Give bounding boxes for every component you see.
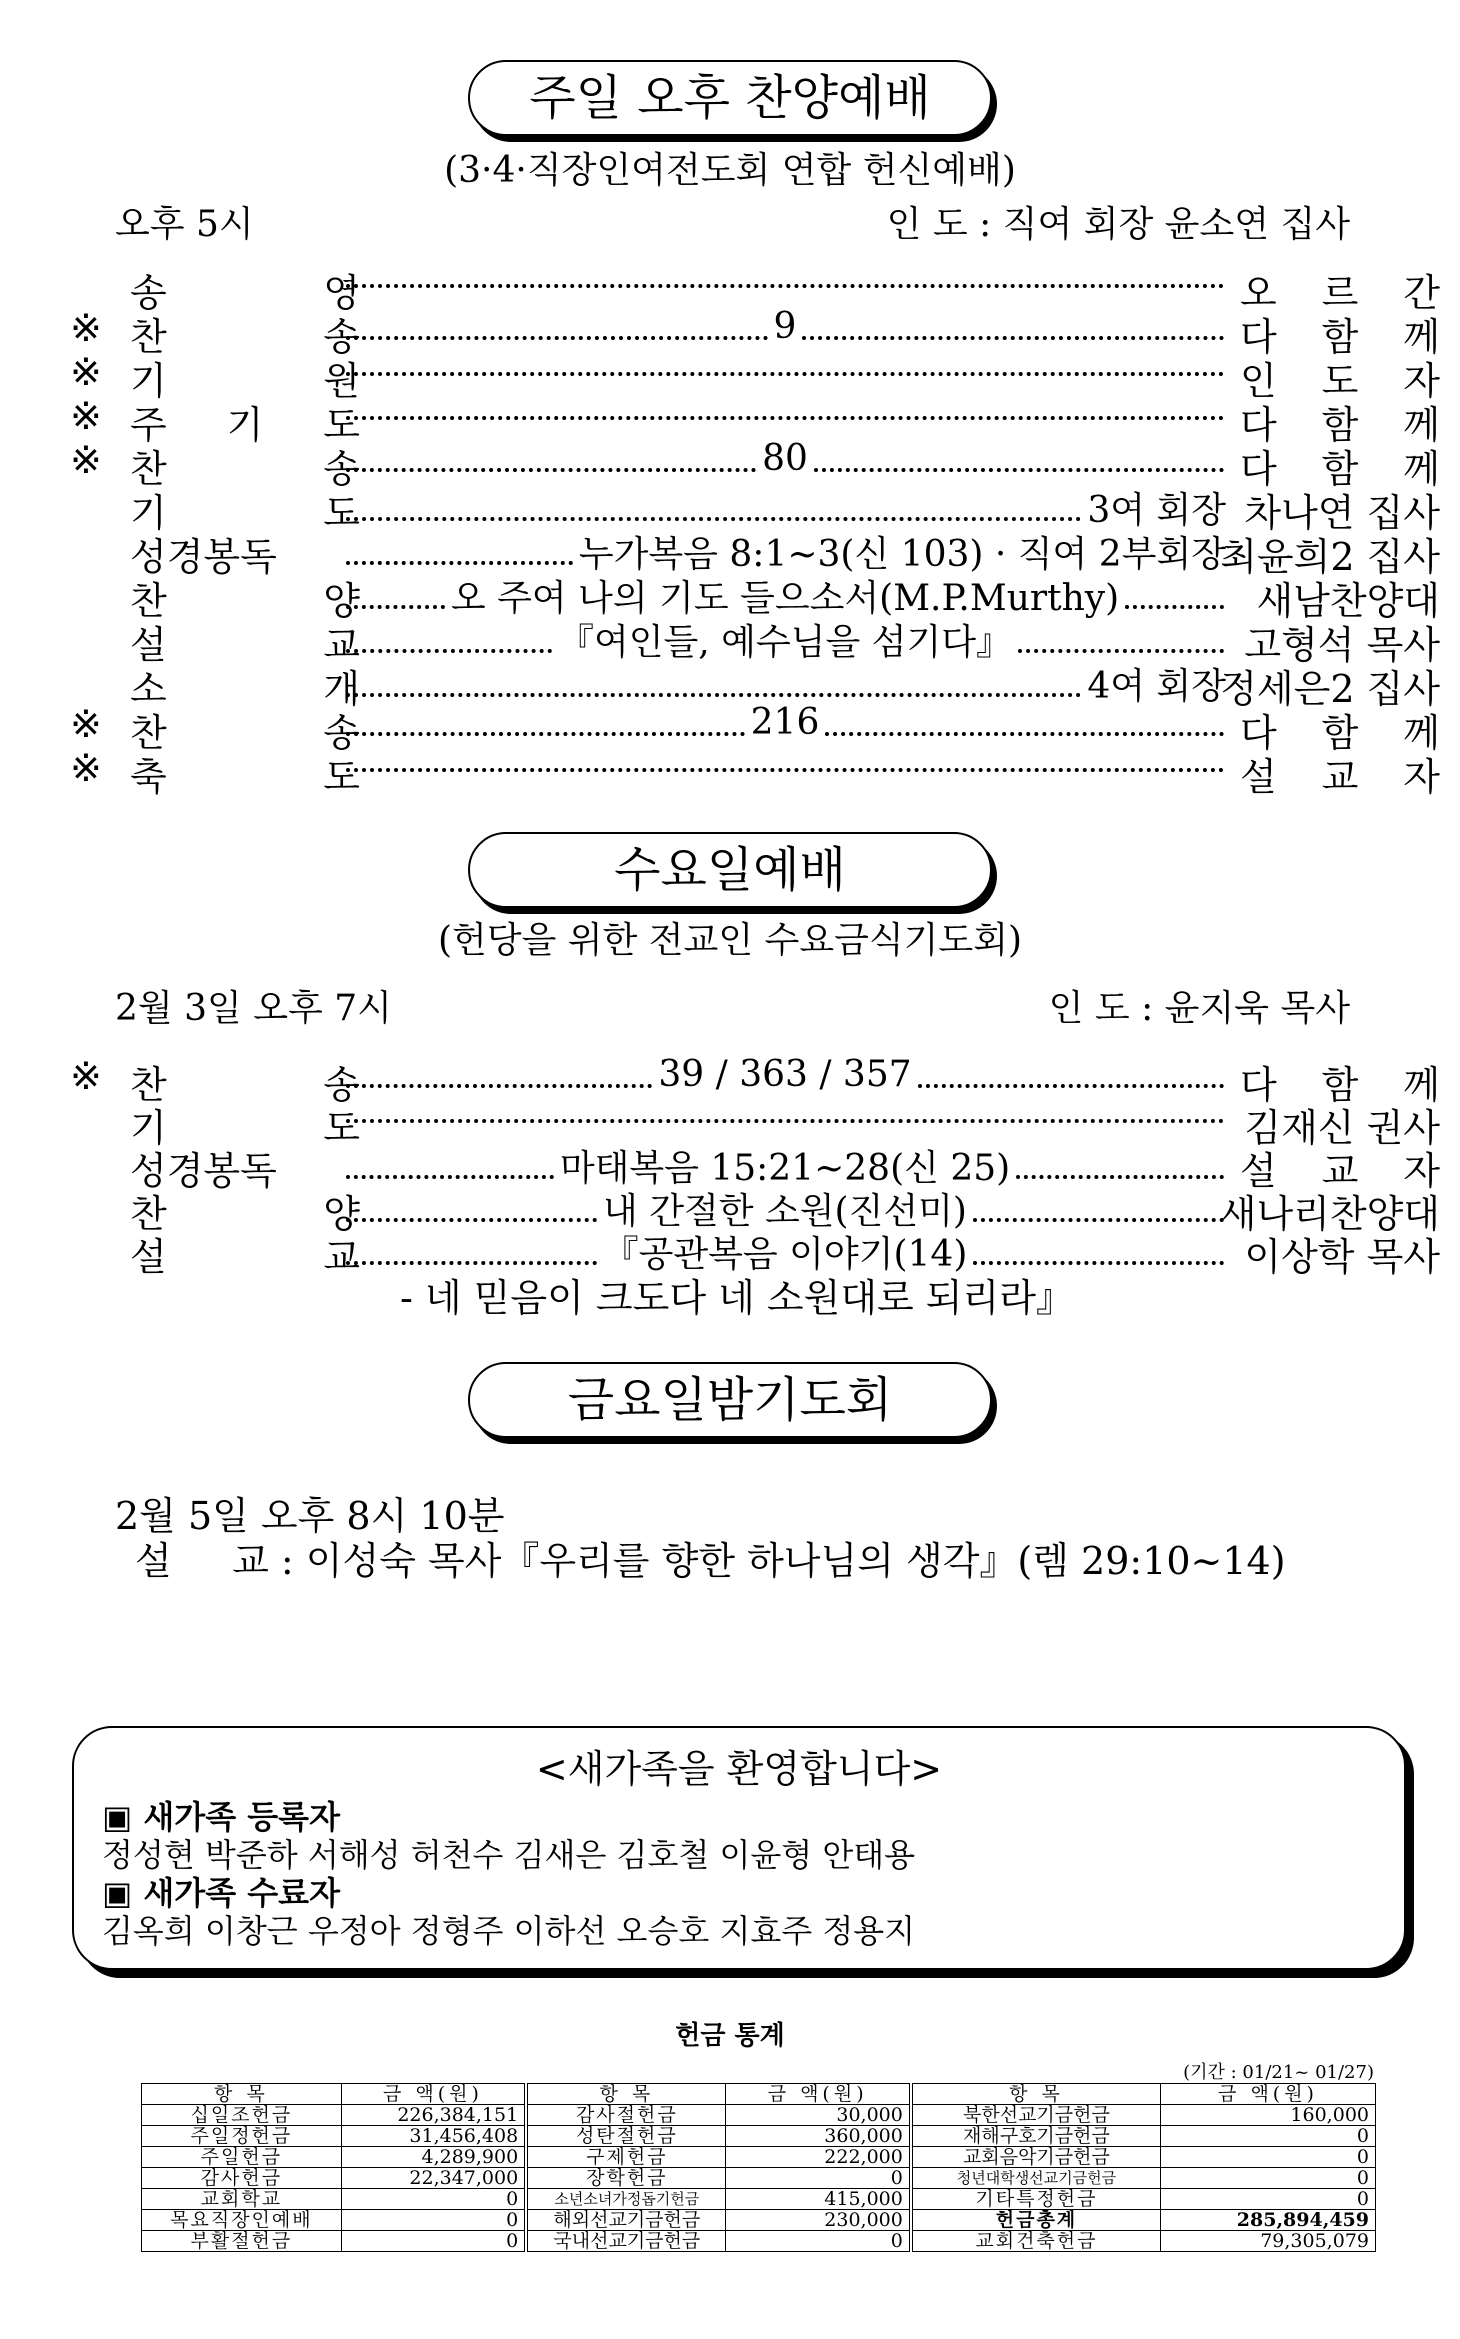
sunday-row (70, 262, 1440, 315)
order-label: 설 교 (130, 1235, 360, 1279)
stand-mark: ※ (70, 746, 102, 790)
offering-item: 교회음악기금헌금 (911, 2147, 1161, 2168)
offering-item: 감사헌금 (142, 2168, 342, 2189)
friday-time: 2월 5일 오후 8시 10분 (115, 1494, 505, 1538)
sunday-title: 주일 오후 찬양예배 (468, 60, 992, 136)
offering-amount: 415,000 (726, 2189, 911, 2210)
order-label: 기 원 (130, 359, 360, 403)
wednesday-row (70, 1226, 1440, 1279)
order-content (340, 438, 1230, 479)
table-row (142, 2126, 1376, 2147)
sunday-row (70, 438, 1440, 491)
order-label: 찬 양 (130, 579, 360, 623)
order-right: 김재신 권사 (1244, 1106, 1440, 1150)
order-right: 새나리찬양대 (1219, 1192, 1440, 1236)
completed-label: ▣ 새가족 수료자 (102, 1874, 340, 1912)
order-content (340, 394, 1230, 420)
wednesday-row (70, 1140, 1440, 1193)
offering-item: 주일정헌금 (142, 2126, 342, 2147)
offering-item: 부활절헌금 (142, 2231, 342, 2252)
order-content-text: 39 / 363 / 357 (658, 1054, 912, 1095)
order-label: 찬 송 (130, 447, 360, 491)
offering-amount: 31,456,408 (341, 2126, 526, 2147)
order-content-text: 누가복음 8:1~3(신 103) · 직여 2부회장 (578, 534, 1226, 575)
order-right: 새남찬양대 (1256, 579, 1440, 623)
offering-item: 소년소녀가정돕기헌금 (526, 2189, 726, 2210)
registered-names: 정성현 박준하 서해성 허천수 김새은 김호철 이윤형 안태용 (102, 1836, 916, 1874)
offering-amount: 226,384,151 (341, 2105, 526, 2126)
sunday-row (70, 658, 1440, 711)
header-item-3: 항 목 (911, 2084, 1161, 2105)
friday-title: 금요일밤기도회 (468, 1362, 992, 1438)
offering-amount: 0 (1161, 2126, 1376, 2147)
header-item-2: 항 목 (526, 2084, 726, 2105)
offering-item: 십일조헌금 (142, 2105, 342, 2126)
sunday-leader: 인 도 : 직여 회장 윤소연 집사 (886, 204, 1350, 245)
offering-header-row (142, 2084, 1376, 2105)
order-label: 주 기 도 (130, 403, 360, 447)
offering-item: 기타특정헌금 (911, 2189, 1161, 2210)
sunday-subtitle: (3·4·직장인여전도회 연합 헌신예배) (444, 150, 1016, 191)
order-label: 소 개 (130, 667, 360, 711)
order-right: 다 함 께 (1240, 315, 1440, 359)
offering-item: 목요직장인예배 (142, 2210, 342, 2231)
offering-amount: 0 (341, 2210, 526, 2231)
offering-item: 청년대학생선교기금헌금 (911, 2168, 1161, 2189)
offering-amount: 79,305,079 (1161, 2231, 1376, 2252)
wednesday-row (70, 1097, 1440, 1150)
table-row (142, 2105, 1376, 2126)
completed-names: 김옥희 이창근 우정아 정형주 이하선 오승호 지효주 정용지 (102, 1912, 916, 1950)
sunday-row (70, 306, 1440, 359)
order-right: 차나연 집사 (1244, 491, 1440, 535)
order-content-text: 내 간절한 소원(진선미) (603, 1191, 967, 1232)
order-label: 송 영 (130, 271, 360, 315)
order-label: 찬 송 (130, 1063, 360, 1107)
stand-mark: ※ (70, 1054, 102, 1098)
order-label: 찬 양 (130, 1192, 360, 1236)
sunday-row (70, 394, 1440, 447)
order-right: 이상학 목사 (1244, 1235, 1440, 1279)
offering-amount: 360,000 (726, 2126, 911, 2147)
offering-item: 감사절헌금 (526, 2105, 726, 2126)
offering-item: 장학헌금 (526, 2168, 726, 2189)
order-label: 찬 송 (130, 315, 360, 359)
header-item-1: 항 목 (142, 2084, 342, 2105)
order-content-text: 4여 회장 (1087, 666, 1226, 707)
offering-item: 해외선교기금헌금 (526, 2210, 726, 2231)
order-label: 기 도 (130, 1106, 360, 1150)
sunday-row (70, 746, 1440, 799)
offering-amount: 285,894,459 (1161, 2210, 1376, 2231)
order-label: 축 도 (130, 755, 360, 799)
order-right: 설 교 자 (1240, 1149, 1440, 1193)
order-right: 다 함 께 (1240, 1063, 1440, 1107)
table-row (142, 2231, 1376, 2252)
offering-item: 교회학교 (142, 2189, 342, 2210)
order-right: 인 도 자 (1240, 359, 1440, 403)
offering-amount: 0 (1161, 2147, 1376, 2168)
order-content-text: 216 (750, 702, 820, 743)
order-right: 다 함 께 (1240, 711, 1440, 755)
order-content (340, 306, 1230, 347)
stand-mark: ※ (70, 306, 102, 350)
offering-amount: 222,000 (726, 2147, 911, 2168)
table-row (142, 2210, 1376, 2231)
offering-item: 재해구호기금헌금 (911, 2126, 1161, 2147)
offering-item: 국내선교기금헌금 (526, 2231, 726, 2252)
offering-item: 북한선교기금헌금 (911, 2105, 1161, 2126)
offering-item: 성탄절헌금 (526, 2126, 726, 2147)
wednesday-title: 수요일예배 (468, 832, 992, 908)
order-content-text: 마태복음 15:21~28(신 25) (559, 1148, 1011, 1189)
offering-item: 헌금총계 (911, 2210, 1161, 2231)
friday-sermon: 설 교 : 이성숙 목사『우리를 향한 하나님의 생각』(렘 29:10~14) (135, 1539, 1286, 1583)
sunday-time: 오후 5시 (115, 204, 254, 245)
offering-amount: 4,289,900 (341, 2147, 526, 2168)
order-label: 설 교 (130, 623, 360, 667)
offering-amount: 0 (1161, 2168, 1376, 2189)
new-family-title: <새가족을 환영합니다> (535, 1747, 943, 1791)
offering-table (141, 2083, 1376, 2252)
offering-item: 구제헌금 (526, 2147, 726, 2168)
order-content-text: 80 (762, 438, 808, 479)
wednesday-row (70, 1183, 1440, 1236)
wednesday-leader: 인 도 : 윤지욱 목사 (1048, 988, 1350, 1029)
order-content-text: 『여인들, 예수님을 섬기다』 (557, 622, 1013, 663)
order-label: 기 도 (130, 491, 360, 535)
header-amount-2: 금 액(원) (726, 2084, 911, 2105)
header-amount-3: 금 액(원) (1161, 2084, 1376, 2105)
offering-amount: 0 (1161, 2189, 1376, 2210)
order-right: 고형석 목사 (1244, 623, 1440, 667)
sunday-row (70, 570, 1440, 623)
order-right: 오 르 간 (1240, 271, 1440, 315)
sunday-row (70, 526, 1440, 579)
offering-amount: 230,000 (726, 2210, 911, 2231)
offering-amount: 22,347,000 (341, 2168, 526, 2189)
order-right: 정세은2 집사 (1220, 667, 1440, 711)
order-content (340, 746, 1230, 772)
offering-amount: 0 (341, 2231, 526, 2252)
order-content-text: 9 (773, 306, 797, 347)
offering-item: 교회건축헌금 (911, 2231, 1161, 2252)
order-content-text: 오 주여 나의 기도 들으소서(M.P.Murthy) (450, 578, 1120, 619)
sunday-row (70, 702, 1440, 755)
offering-amount: 0 (726, 2168, 911, 2189)
order-content (340, 1097, 1230, 1123)
header-amount-1: 금 액(원) (341, 2084, 526, 2105)
table-row (142, 2168, 1376, 2189)
offering-amount: 30,000 (726, 2105, 911, 2126)
order-right: 최윤희2 집사 (1220, 535, 1440, 579)
order-content-text: 3여 회장 (1087, 490, 1226, 531)
offering-title: 헌금 통계 (675, 2021, 785, 2051)
offering-amount: 160,000 (1161, 2105, 1376, 2126)
offering-amount: 0 (341, 2189, 526, 2210)
wednesday-row (70, 1054, 1440, 1107)
order-label: 성경봉독 (130, 1149, 277, 1193)
order-content (340, 262, 1230, 288)
sunday-row (70, 350, 1440, 403)
table-row (142, 2147, 1376, 2168)
order-right: 설 교 자 (1240, 755, 1440, 799)
order-content (340, 350, 1230, 376)
stand-mark: ※ (70, 702, 102, 746)
stand-mark: ※ (70, 350, 102, 394)
order-content (340, 1054, 1230, 1095)
order-right: 다 함 께 (1240, 403, 1440, 447)
order-label: 찬 송 (130, 711, 360, 755)
order-content-text: 『공관복음 이야기(14) (602, 1234, 968, 1275)
sunday-row (70, 614, 1440, 667)
wednesday-subtitle: (헌당을 위한 전교인 수요금식기도회) (437, 920, 1023, 961)
offering-amount: 0 (726, 2231, 911, 2252)
stand-mark: ※ (70, 394, 102, 438)
wednesday-time: 2월 3일 오후 7시 (115, 988, 392, 1029)
offering-period: (기간 : 01/21~ 01/27) (1183, 2062, 1374, 2083)
stand-mark: ※ (70, 438, 102, 482)
order-label: 성경봉독 (130, 535, 277, 579)
sunday-row (70, 482, 1440, 535)
order-content (340, 702, 1230, 743)
table-row (142, 2189, 1376, 2210)
order-right: 다 함 께 (1240, 447, 1440, 491)
new-family-box (72, 1726, 1406, 1970)
offering-item: 주일헌금 (142, 2147, 342, 2168)
wednesday-sermon-cont: - 네 믿음이 크도다 네 소원대로 되리라』 (400, 1276, 1074, 1320)
registered-label: ▣ 새가족 등록자 (102, 1798, 340, 1836)
